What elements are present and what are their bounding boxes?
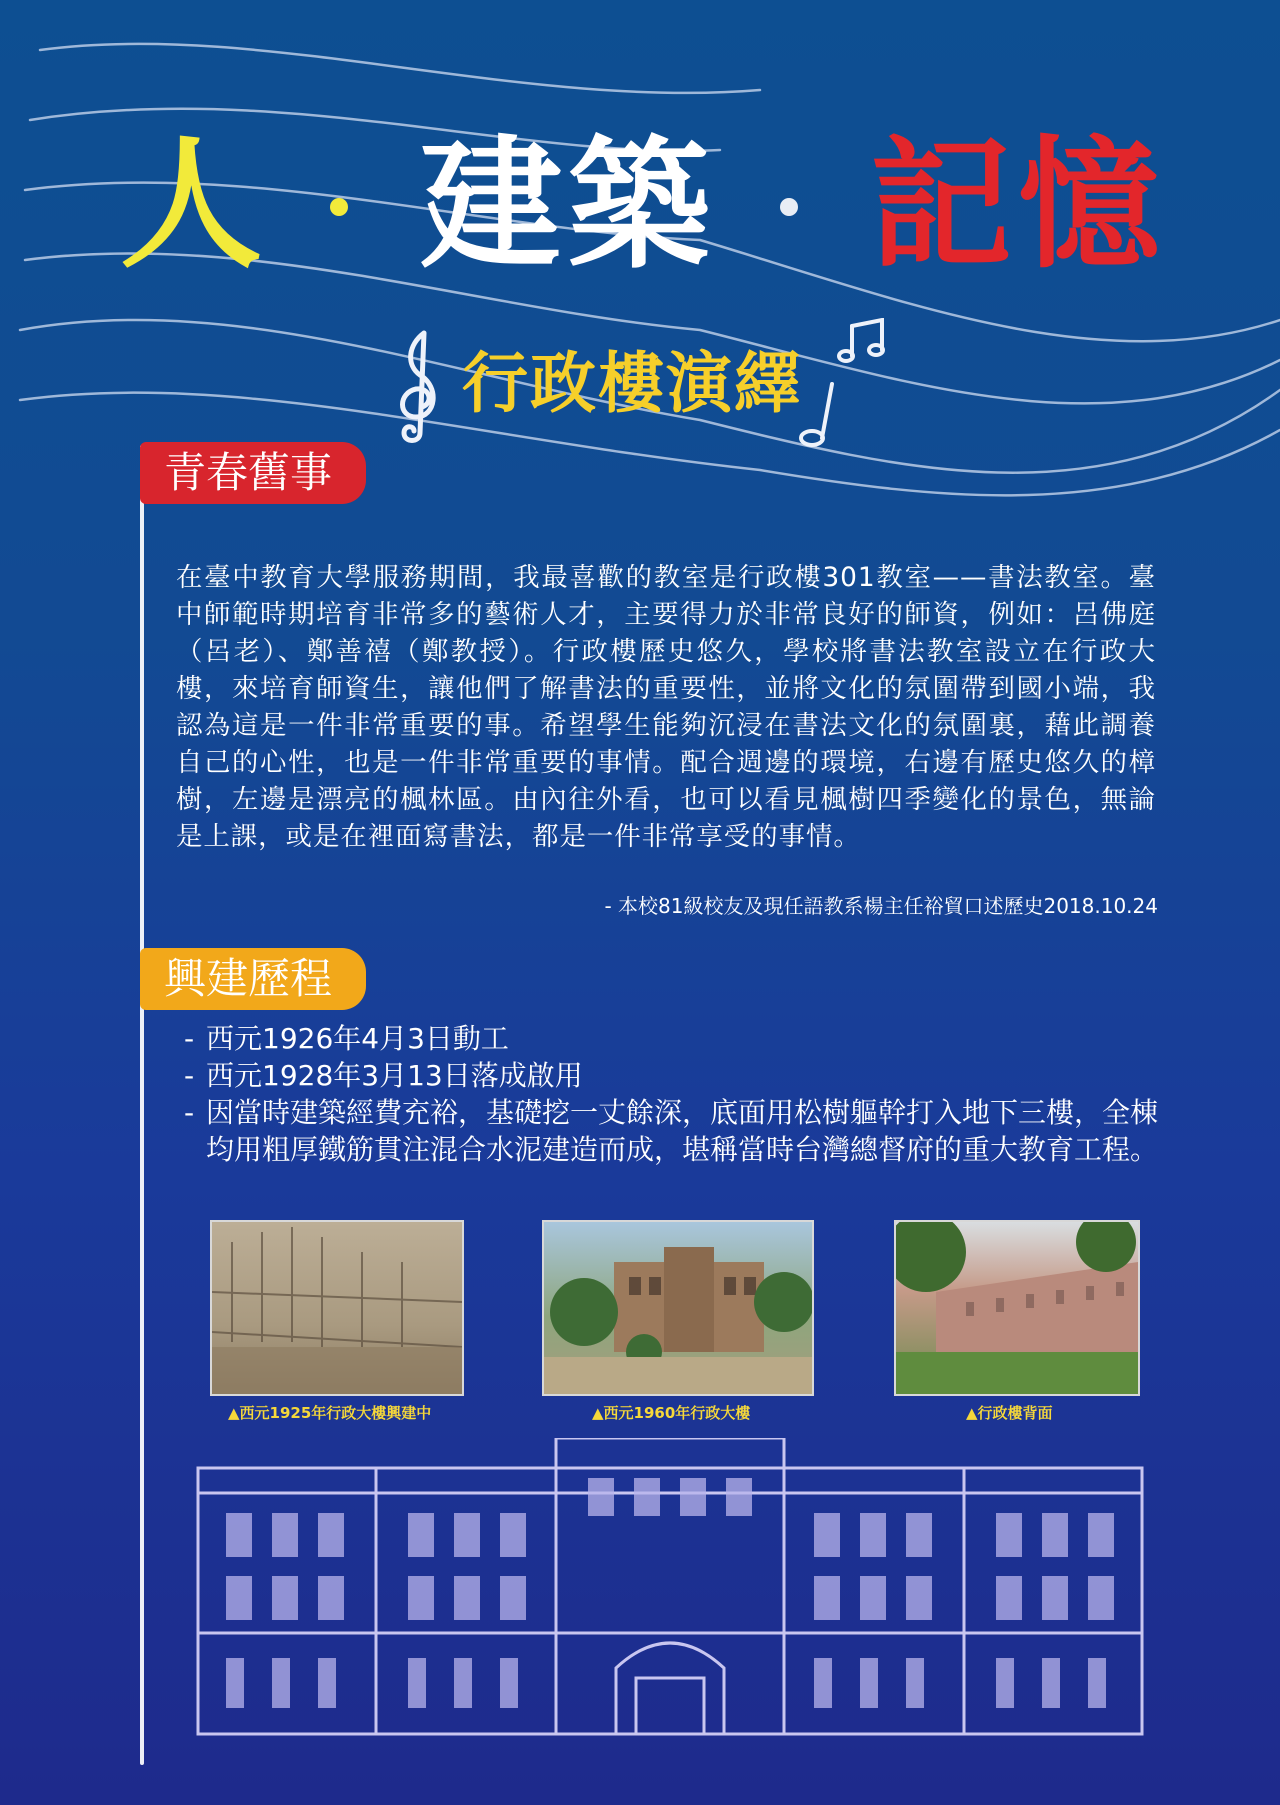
title-dot	[780, 198, 798, 216]
photo-caption: ▲行政樓背面	[966, 1404, 1053, 1422]
photo-caption: ▲西元1925年行政大樓興建中	[228, 1404, 432, 1422]
title-ren: 人	[120, 122, 268, 288]
building-blueprint-illustration	[196, 1438, 1144, 1738]
treble-clef-icon	[390, 325, 450, 445]
photo-building-1960	[542, 1220, 814, 1396]
section-heading-construction	[140, 948, 366, 1010]
photo-caption: ▲西元1960年行政大樓	[592, 1404, 751, 1422]
timeline-bar	[140, 445, 144, 1765]
section-heading-label: 興建歷程	[164, 954, 333, 1003]
list-item: - 西元1926年4月3日動工	[184, 1020, 1164, 1057]
eighth-notes-icon	[836, 318, 896, 366]
title-dot	[330, 198, 348, 216]
subtitle: 行政樓演繹	[462, 345, 802, 422]
music-note-icon	[792, 378, 844, 450]
section-heading-youth	[140, 442, 366, 504]
list-item: - 因當時建築經費充裕，基礎挖一丈餘深，底面用松樹軀幹打入地下三樓，全棟均用粗厚鐵筋貫注混合水泥建造而成，堪稱當時台灣總督府的重大教育工程。	[184, 1094, 1164, 1168]
poster-title	[120, 120, 1180, 290]
quote-source: - 本校81級校友及現任語教系楊主任裕貿口述歷史2018.10.24	[604, 894, 1158, 918]
photo-construction-1925	[210, 1220, 464, 1396]
title-jianzhu: 建築	[420, 122, 716, 288]
section-heading-label: 青春舊事	[164, 448, 333, 497]
photo-building-rear	[894, 1220, 1140, 1396]
section-body-text: 在臺中教育大學服務期間，我最喜歡的教室是行政樓301教室——書法教室。臺中師範時期培育非常多的藝術人才，主要得力於非常良好的師資，例如：呂佛庭（呂老）、鄭善禧（鄭教授）。行政樓歷史悠久，學校將書法教室設立在行政大樓，來培育師資生，讓他們了解書法的重要性，並將文化的氛圍帶到國小端，我認為這是一件非常重要的事。希望學生能夠沉浸在書法文化的氛圍裏，藉此調養自己的心性，也是一件非常重要的事情。配合週邊的環境，右邊有歷史悠久的樟樹，左邊是漂亮的楓林區。由內往外看，也可以看見楓樹四季變化的景色，無論是上課，或是在裡面寫書法，都是一件非常享受的事情。	[176, 562, 1156, 853]
list-item: - 西元1928年3月13日落成啟用	[184, 1057, 1164, 1094]
construction-list	[184, 1020, 1164, 1168]
title-jiyi: 記憶	[870, 122, 1166, 288]
